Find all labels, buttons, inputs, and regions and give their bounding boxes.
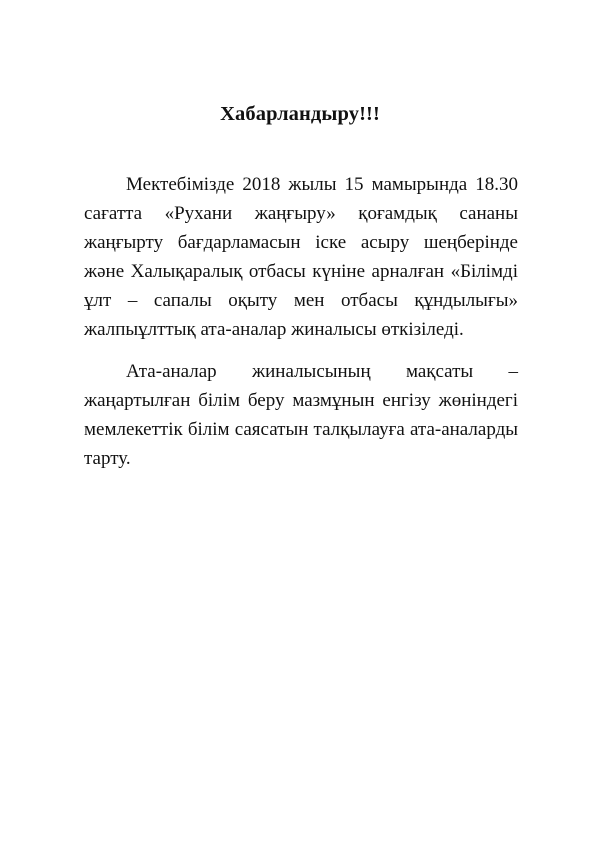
paragraph-purpose: Ата-аналар жиналысының мақсаты – жаңартылған білім беру мазмұнын енгізу жөніндегі мемлекеттік білім саясатын талқылауға ата-аналарды тарту.: [84, 361, 518, 469]
document-title: Хабарландыру!!!: [220, 103, 380, 125]
document-body: [84, 170, 518, 486]
paragraph-announcement: Мектебімізде 2018 жылы 15 мамырында 18.30 сағатта «Рухани жаңғыру» қоғамдық сананы жаңғырту бағдарламасын іске асыру шеңберінде және Халықаралық отбасы күніне арналған «Білімді ұлт – сапалы оқыту мен отбасы құндылығы» жалпыұлттық ата-аналар жиналысы өткізіледі.: [84, 174, 518, 340]
